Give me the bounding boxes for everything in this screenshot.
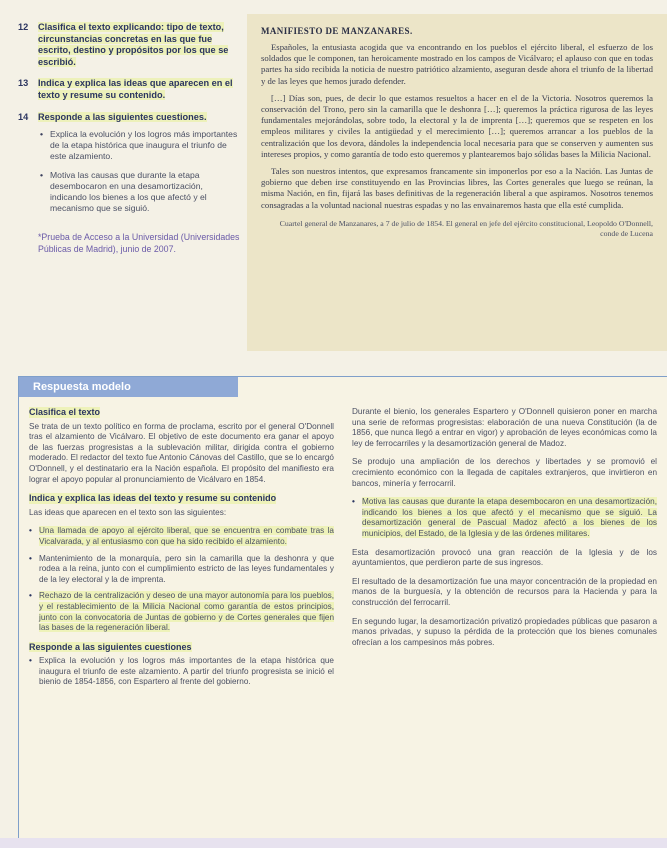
activity-number: 13 xyxy=(18,78,29,89)
bullet-icon: • xyxy=(29,526,32,536)
activity-text: Responde a las siguientes cuestiones. xyxy=(38,111,207,122)
responde-item: • Explica la evolución y los logros más importantes de la etapa histórica que inaugura el triunfo de este alzamiento. A partir del triunfo progresista se inició el bienio de 1854-1856, con Espartero al frente del gobierno. xyxy=(29,656,334,687)
subquestion: • Motiva las causas que durante la etapa desembocaron en una desamortización, indicando los bienes a los que afectó y el mecanismo que se siguió. xyxy=(40,170,207,214)
section-heading: Indica y explica las ideas del texto y resume su contenido xyxy=(29,493,277,504)
subquestion: • Explica la evolución y los logros más importantes de la etapa histórica que inaugura el triunfo de este alzamiento. xyxy=(40,129,238,162)
answer-left-column xyxy=(29,407,334,696)
answer-right-column xyxy=(352,407,657,656)
document-caption: Cuartel general de Manzanares, a 7 de julio de 1854. El general en jefe del ejército constitucional, Leopoldo O'Donnell, conde de Lucena xyxy=(279,218,653,238)
answer-paragraph: Se trata de un texto político en forma de proclama, escrito por el general O'Donnell tras el alzamiento de Vicálvaro. El objetivo de este documento era ganar el apoyo de las fuerzas progresistas a la sublevación militar, dirigida contra el gobierno moderado. El redactor del texto fue Antonio Cánovas del Castillo, que se lo encargó O'Donnell, y el destinatario era la Nación española. El propósito del manifiesto era lograr el apoyo popular al pronunciamiento de Vicálvaro en 1854. xyxy=(29,421,334,484)
activity-14 xyxy=(18,112,240,215)
document-paragraph: […] Días son, pues, de decir lo que estamos resueltos a hacer en el de la Victoria. Nosotros queremos la conservación del Trono, pero sin la camarilla que le deshonra […]; queremos la práctica rigurosa de las leyes fundamentales mejorándolas, sobre todo, la electoral y la de imprenta […]; queremos que se respeten en los empleos militares y civiles la antigüedad y el merecimiento […]; queremos arrancar a los pueblos de la centralización que los devora, dándoles la independencia local necesaria para que se conserven y aumenten sus intereses propios, y como garantía de todo esto queremos y plantearemos bajo sólidas bases la Milicia Nacional. xyxy=(261,92,653,159)
bullet-icon: • xyxy=(40,129,44,140)
model-answer-header: Respuesta modelo xyxy=(19,377,238,397)
idea-item: • Una llamada de apoyo al ejército liberal, que se encuentra en combate tras la Vicalvarada, y al entusiasmo con que ha sido recibido el alzamiento. xyxy=(29,526,334,546)
responde-list xyxy=(352,497,657,539)
footnote: *Prueba de Acceso a la Universidad (Universidades Públicas de Madrid), junio de 2007. xyxy=(38,232,240,254)
activity-text: Clasifica el texto explicando: tipo de texto, circunstancias concretas en las que fue escrito, destino y propósitos por los que se escribió. xyxy=(38,22,229,67)
subquestion-list xyxy=(38,129,240,214)
model-answer-panel xyxy=(18,376,667,848)
activity-list xyxy=(18,22,240,255)
bullet-icon: • xyxy=(29,553,32,563)
document-paragraph: Tales son nuestros intentos, que expresamos francamente sin imponerlos por eso a la Nación. Las Juntas de gobierno que deben irse constituyendo en las Provincias libres, las Cortes generales que luego se reúnan, la misma Nación, en fin, fijará las bases definitivas de la regeneración liberal a que aspiramos. Nosotros tenemos consagradas a la voluntad nacional nuestras espadas y no las envainaremos hasta que ella esté cumplida. xyxy=(261,166,653,210)
activity-13 xyxy=(18,78,240,101)
responde-list xyxy=(29,656,334,688)
idea-item: • Mantenimiento de la monarquía, pero sin la camarilla que la deshonra y que rodea a la reina, junto con el cumplimiento estricto de las leyes fundamentales y de la ley electoral y la de imprenta. xyxy=(29,553,334,584)
bullet-icon: • xyxy=(352,497,355,507)
document-paragraph: Españoles, la entusiasta acogida que va encontrando en los pueblos el ejército liberal, el esfuerzo de los soldados que le componen, tan heroicamente mostrado en los campos de Vicálvaro; el aplauso con que en todas partes ha sido recibida la noticia de nuestro patriótico alzamiento, aseguran desde ahora el triunfo de la libertad y de las leyes que hemos jurado defender. xyxy=(261,42,653,86)
idea-item: • Rechazo de la centralización y deseo de una mayor autonomía para los pueblos, y el restablecimiento de la Milicia Nacional como garantía de estos principios, junto con la convocatoria de Juntas de gobierno y de Cortes generales que fijen las bases de la regeneración liberal. xyxy=(29,591,334,633)
bullet-icon: • xyxy=(29,656,32,666)
answer-paragraph: Las ideas que aparecen en el texto son las siguientes: xyxy=(29,507,227,517)
source-document xyxy=(247,14,667,351)
answer-paragraph: El resultado de la desamortización fue una mayor concentración de la propiedad en manos de la burguesía, y la obtención de recursos para la Hacienda y para la construcción del ferrocarril. xyxy=(352,576,657,607)
answer-paragraph: En segundo lugar, la desamortización privatizó propiedades públicas que pasaron a manos privadas, y supuso la pérdida de la protección que los bienes comunales ofrecían a los campesinos más pobres. xyxy=(352,616,657,647)
ideas-list xyxy=(29,526,334,633)
bullet-icon: • xyxy=(40,170,44,181)
section-heading: Responde a las siguientes cuestiones xyxy=(29,641,192,652)
answer-paragraph: Se produjo una ampliación de los derechos y libertades y se promovió el crecimiento económico con la llegada de capitales extranjeros, que invirtieron en bancos, minería y ferrocarril. xyxy=(352,457,657,488)
bullet-icon: • xyxy=(29,591,32,601)
activity-number: 14 xyxy=(18,111,29,122)
answer-paragraph: Durante el bienio, los generales Espartero y O'Donnell quisieron poner en marcha una serie de reformas progresistas: elaboración de una nueva Constitución (la de 1856, que nunca llegó a entrar en vigor) y aprobación de leyes económicas como la ley de ferrocarriles y la desamortización general de Madoz. xyxy=(352,407,657,448)
answer-paragraph: Esta desamortización provocó una gran reacción de la Iglesia y de los ayuntamientos, que perdieron parte de sus ingresos. xyxy=(352,547,657,568)
activity-text: Indica y explica las ideas que aparecen en el texto y resume su contenido. xyxy=(38,78,233,100)
section-heading: Clasifica el texto xyxy=(29,407,101,417)
responde-item: • Motiva las causas que durante la etapa desembocaron en una desamortización, indicando los bienes a los que afectó y el mecanismo que se siguió. La desamortización general de Pascual Madoz afectó a los bienes de los municipios, del Estado, de la Iglesia y de las órdenes militares. xyxy=(352,497,657,538)
page-bottom-strip xyxy=(0,838,667,848)
activity-12 xyxy=(18,22,240,68)
document-title: MANIFIESTO DE MANZANARES. xyxy=(261,26,413,36)
activity-number: 12 xyxy=(18,22,29,32)
